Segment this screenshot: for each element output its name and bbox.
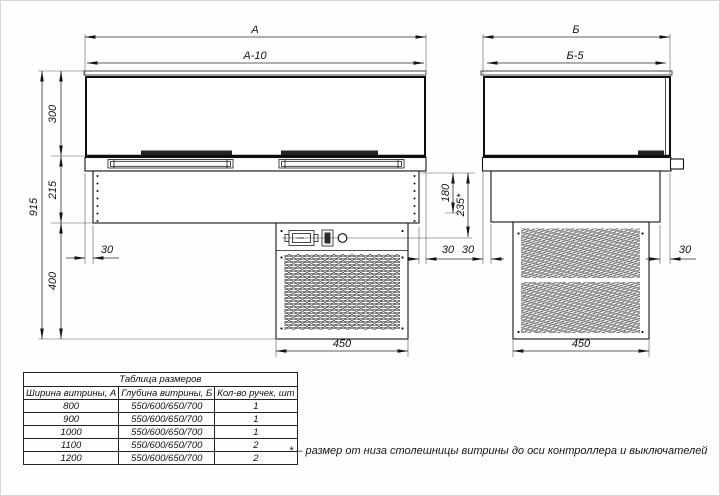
cell-width: 1200	[24, 452, 119, 465]
front-condensing-unit	[276, 223, 472, 339]
table-row	[24, 452, 298, 465]
side-condensing-unit	[513, 222, 649, 339]
cell-width: 800	[24, 400, 119, 413]
cell-handles: 2	[215, 452, 297, 465]
front-ventilation-grille	[284, 254, 400, 330]
side-view	[481, 71, 684, 339]
cell-depth: 550/600/650/700	[119, 426, 215, 439]
dim-label-condenser-side: 450	[571, 338, 591, 350]
dim-label-height-glass: 300	[47, 104, 59, 124]
side-handle	[671, 159, 684, 169]
dim-label-width-a10: А-10	[243, 50, 267, 62]
cell-depth: 550/600/650/700	[119, 439, 215, 452]
dim-label-overhang-side-left: 30	[461, 244, 475, 256]
front-glass-panel	[86, 77, 425, 156]
dim-label-height-total: 915	[28, 197, 40, 217]
side-top-strip	[481, 71, 672, 75]
dim-label-overhang-front-right: 30	[441, 244, 455, 256]
cell-depth: 550/600/650/700	[119, 400, 215, 413]
dim-label-overhang-front-left: 30	[100, 244, 114, 256]
cell-width: 1000	[24, 426, 119, 439]
dim-label-overhang-side-right: 30	[678, 244, 692, 256]
side-counter-band	[483, 158, 672, 172]
col-header-width: Ширина витрины, А	[24, 387, 119, 400]
col-header-depth: Глубина витрины, Б	[119, 387, 215, 400]
cell-depth: 550/600/650/700	[119, 413, 215, 426]
side-grille-lower	[521, 282, 640, 333]
cell-handles: 1	[215, 413, 297, 426]
size-table-title: Таблица размеров	[24, 373, 298, 387]
cell-depth: 550/600/650/700	[119, 452, 215, 465]
size-table-title-row	[24, 373, 298, 387]
cell-width: 1100	[24, 439, 119, 452]
front-top-strip	[84, 71, 426, 75]
dim-label-height-body: 215	[47, 180, 59, 200]
table-row	[24, 400, 298, 413]
dim-label-width-a: А	[251, 24, 259, 36]
cell-handles: 1	[215, 400, 297, 413]
size-table	[23, 372, 298, 465]
asterisk-footnote: * – размер от низа столешницы витрины до оси контроллера и выключателей	[289, 445, 708, 457]
size-table-header-row	[24, 387, 298, 400]
front-view	[84, 71, 472, 339]
table-row	[24, 439, 298, 452]
table-row	[24, 413, 298, 426]
side-glass-shadow	[638, 151, 664, 156]
cell-handles: 2	[215, 439, 297, 452]
table-row	[24, 426, 298, 439]
dim-label-axis-235: 235*	[455, 193, 467, 217]
cell-handles: 1	[215, 426, 297, 439]
side-glass-panel	[484, 77, 670, 156]
round-button	[338, 234, 347, 243]
dim-label-height-clearance: 400	[47, 271, 59, 291]
side-grille-upper	[521, 229, 640, 279]
col-header-handles: Кол-во ручек, шт	[215, 387, 297, 400]
dim-label-depth-b: Б	[572, 24, 580, 36]
dim-label-condenser-front: 450	[332, 338, 352, 350]
side-body	[491, 171, 660, 222]
front-body	[93, 171, 419, 223]
cell-width: 900	[24, 413, 119, 426]
front-glass-shadow-left	[141, 151, 232, 156]
front-glass-shadow-right	[281, 151, 378, 156]
dim-label-axis-180: 180	[440, 183, 452, 203]
dim-label-depth-b5: Б-5	[566, 50, 584, 62]
